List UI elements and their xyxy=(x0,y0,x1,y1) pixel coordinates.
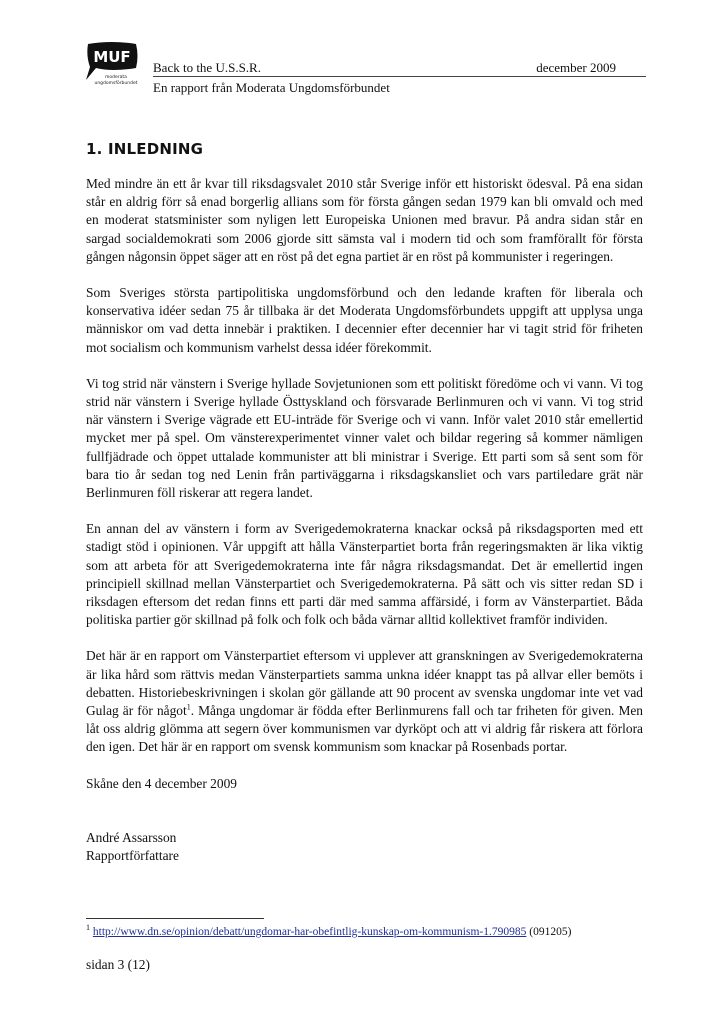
header-divider xyxy=(153,76,646,77)
author-role: Rapportförfattare xyxy=(86,848,179,864)
paragraph: Det här är en rapport om Vänsterpartiet eftersom vi upplever att granskningen av Sverigedemokraterna är lika hård som rättvis medan Vänsterpartiets samma unkna idéer knappt tas på allvar eller bemöts i debatten. Historiebeskrivningen i skolan gör gällande att 90 procent av svenska ungdomar inte vet vad Gulag är för något$^1$. Många ungdomar är födda efter Berlinmurens fall och tar friheten för given. Men låt oss aldrig glömma att segern över kommunismen var dyrköpt och att vi aldrig får riskera att förlora den igen. Det här är en rapport om svensk kommunism som knackar på Rosenbads portar. xyxy=(86,648,643,755)
footnote-number: 1 xyxy=(86,923,90,933)
footnote-suffix: (091205) xyxy=(529,926,572,938)
page-number: sidan 3 (12) xyxy=(86,957,150,972)
place-date: Skåne den 4 december 2009 xyxy=(86,775,237,791)
author-name: André Assarsson xyxy=(86,829,177,845)
paragraph: Vi tog strid när vänstern i Sverige hyllade Sovjetunionen som ett politiskt föredöme och vi vann. Vi tog strid när vänstern i Sverige hyllade Östtyskland och försvarade Berlinmuren och vi vann. Vi tog strid när vänstern i Sverige vägrade ett EU-inträde för Sverige och vi vann. Inför valet 2010 står emellertid mycket mer på spel. Om vänsterexperimentet vinner valet och bildar regering så kommer nämligen fullfjädrade och öppet uttalade kommunister att bli ministrar i Sverige. Ett parti som så sent som för bara tio år sedan tog ned Lenin från partiväggarna i riksdagskansliet och vars partiledare grät när Berlinmuren föll riskerar att regera landet. xyxy=(86,375,643,501)
document-title: Back to the U.S.S.R. xyxy=(153,60,261,75)
document-subtitle: En rapport från Moderata Ungdomsförbundet xyxy=(153,80,390,95)
footnote xyxy=(86,923,572,938)
paragraph: En annan del av vänstern i form av Sverigedemokraterna knackar också på riksdagsporten med ett stadigt stöd i opinionen. Vår uppgift att hålla Vänsterpartiet borta från regeringsmakten är lika viktig som att arbeta för att Sverigedemokraterna inte får några riksdagsmandat. Det är emellertid ingen principiell skillnad mellan Vänsterpartiet och Sverigedemokraterna. På sätt och vis sitter redan SD i riksdagen eftersom det redan finns ett parti där med samma affärsidé, i form av Vänsterpartiet. Båda politiska partier gör skillnad på folk och folk och båda värnar alltid kollektivet framför individen. xyxy=(86,521,643,628)
muf-logo xyxy=(82,40,142,100)
body-text xyxy=(86,175,643,865)
paragraph: Som Sveriges största partipolitiska ungdomsförbund och den ledande kraften för liberala och konservativa idéer sedan 75 år tillbaka är det Moderata Ungdomsförbundets uppgift att upplysa unga människor om vad detta innebär i praktiken. I decennier efter decennier har vi tagit strid för friheten mot socialism och kommunism varhelst dessa idéer förekommit. xyxy=(86,285,643,355)
footnote-link[interactable]: http://www.dn.se/opinion/debatt/ungdomar-har-obefintlig-kunskap-om-kommunism-1.790985 xyxy=(92,926,527,938)
document-date: december 2009 xyxy=(536,60,616,75)
svg-text:MUF: MUF xyxy=(93,48,131,66)
section-heading: 1. INLEDNING xyxy=(86,140,204,158)
page-header xyxy=(82,40,646,110)
svg-text:ungdomsförbundet: ungdomsförbundet xyxy=(94,81,138,86)
footnote-ref[interactable]: 1 xyxy=(186,702,191,712)
paragraph: Med mindre än ett år kvar till riksdagsvalet 2010 står Sverige inför ett historiskt ödesval. På ena sidan står en aldrig förr så enad borgerlig allians som för första gången sedan 1979 kan bli omvald och med en moderat statsminister som nyligen lett Europeiska Unionen med bravur. På andra sidan står en sargad socialdemokrati som 2006 gjorde sitt sämsta val i modern tid och som framförallt för första gången någonsin öppet säger att en röst på det egna partiet är en röst på kommunister i regeringen. xyxy=(86,176,643,264)
footnote-divider xyxy=(86,918,264,919)
svg-text:moderata: moderata xyxy=(105,75,127,80)
